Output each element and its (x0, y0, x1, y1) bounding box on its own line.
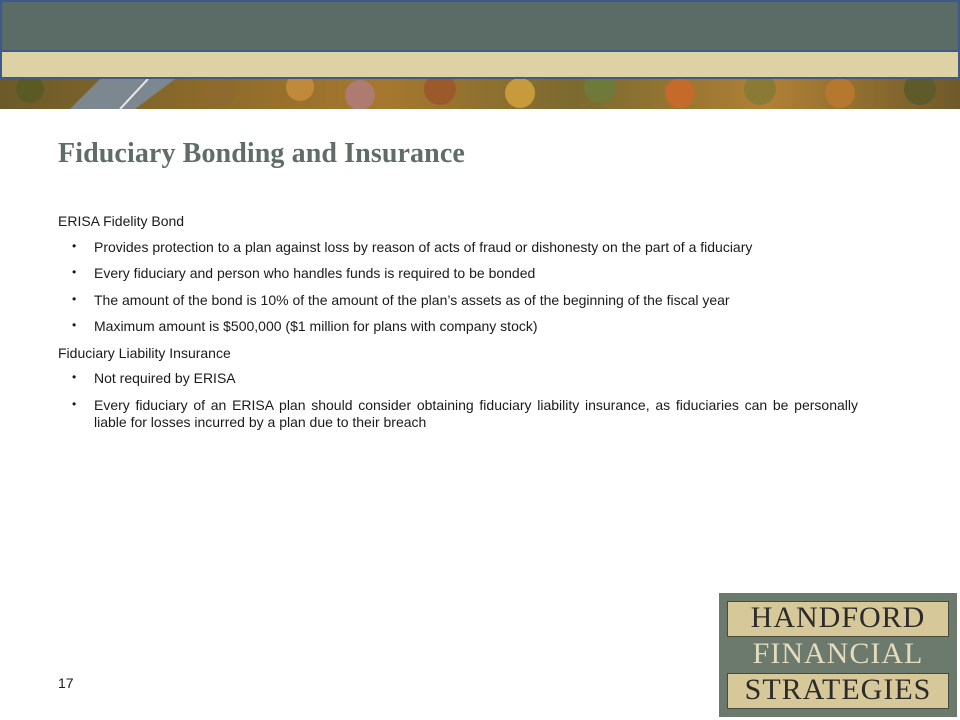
section-heading-fiduciary-liability-insurance: Fiduciary Liability Insurance (58, 344, 231, 361)
list-item: • Every fiduciary of an ERISA plan should consider obtaining fiduciary liability insurance, as fiduciaries can be personally liable for losses incurred by a plan due to their breach (72, 396, 858, 430)
bullet-icon: • (72, 238, 77, 253)
slide-content (58, 213, 858, 441)
bullet-icon: • (72, 265, 77, 279)
logo-line-strategies: STRATEGIES (727, 673, 949, 709)
logo-line-handford: HANDFORD (727, 601, 949, 637)
list-item: • Every fiduciary and person who handles funds is required to be bonded (72, 265, 536, 281)
list-item: • The amount of the bond is 10% of the amount of the plan’s assets as of the beginning of the fiscal year (72, 291, 730, 308)
bullet-list-fiduciary-liability-insurance (58, 370, 858, 432)
section-heading-erisa-fidelity-bond: ERISA Fidelity Bond (58, 213, 185, 229)
bullet-icon: • (72, 291, 77, 306)
bullet-list-erisa-fidelity-bond (58, 239, 858, 336)
header-stripe (0, 52, 960, 79)
list-item: • Maximum amount is $500,000 ($1 million for plans with company stock) (72, 318, 538, 334)
bullet-icon: • (72, 318, 77, 332)
list-item: • Provides protection to a plan against loss by reason of acts of fraud or dishonesty on the part of a fiduciary (72, 238, 753, 255)
bullet-icon: • (72, 370, 77, 384)
header-band (0, 0, 960, 52)
handford-financial-strategies-logo (719, 593, 957, 717)
autumn-road-banner (0, 79, 960, 109)
page-number: 17 (58, 675, 74, 691)
list-item: • Not required by ERISA (72, 370, 236, 386)
bullet-icon: • (72, 396, 77, 411)
logo-line-financial: FINANCIAL (752, 637, 924, 670)
slide-title: Fiduciary Bonding and Insurance (58, 138, 465, 169)
